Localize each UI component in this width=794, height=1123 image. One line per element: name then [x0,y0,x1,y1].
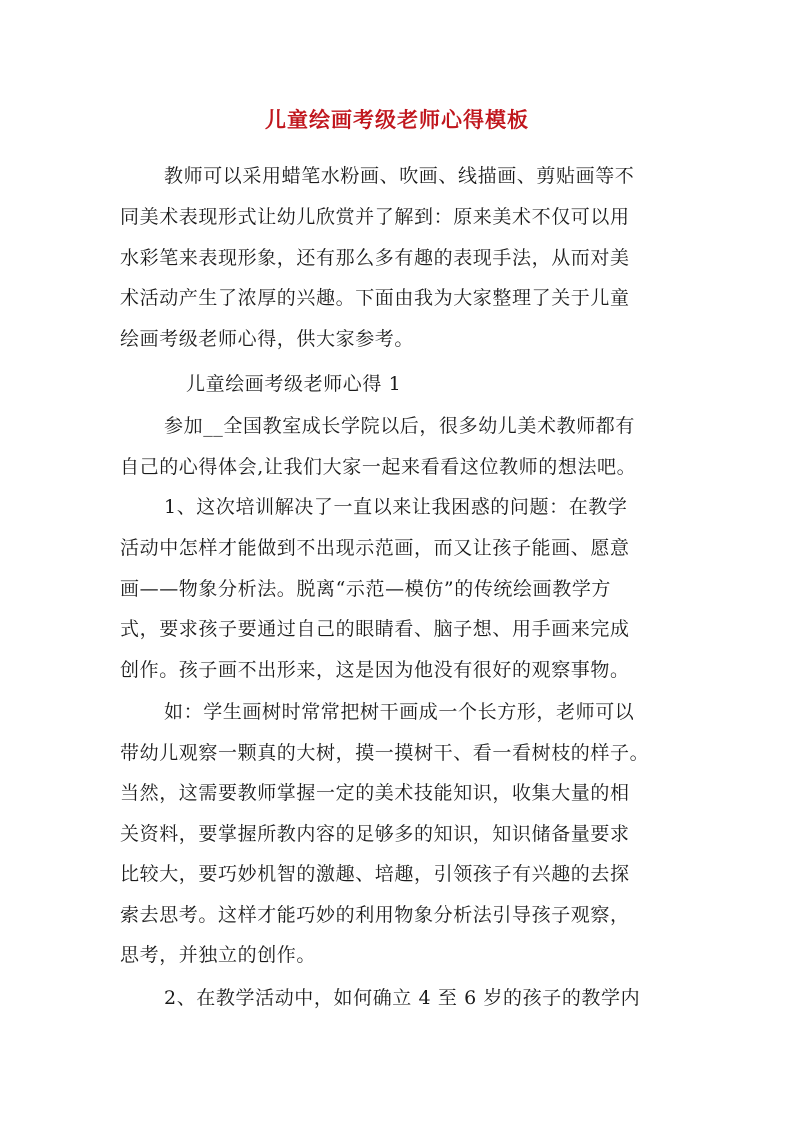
paragraph-line: 自己的心得体会,让我们大家一起来看看这位教师的想法吧。 [120,456,637,478]
paragraph-line: 如：学生画树时常常把树干画成一个长方形，老师可以 [164,701,635,723]
paragraph-line: 关资料，要掌握所教内容的足够多的知识，知识储备量要求 [120,823,630,845]
paragraph-line: 比较大，要巧妙机智的激趣、培趣，引领孩子有兴趣的去探 [120,863,630,885]
paragraph-line: 2、在教学活动中，如何确立 4 至 6 岁的孩子的教学内 [164,987,641,1009]
paragraph-line: 创作。孩子画不出形来，这是因为他没有很好的观察事物。 [120,659,630,681]
paragraph-line: 画——物象分析法。脱离“示范—模仿”的传统绘画教学方 [120,578,612,600]
paragraph-line: 教师可以采用蜡笔水粉画、吹画、线描画、剪贴画等不 [164,165,635,187]
paragraph-line: 术活动产生了浓厚的兴趣。下面由我为大家整理了关于儿童 [120,287,630,309]
paragraph-line: 带幼儿观察一颗真的大树，摸一摸树干、看一看树枝的样子。 [120,742,650,764]
paragraph-line: 同美术表现形式让幼儿欣赏并了解到：原来美术不仅可以用 [120,206,630,228]
paragraph-line: 思考，并独立的创作。 [120,944,317,966]
paragraph-line: 当然，这需要教师掌握一定的美术技能知识，收集大量的相 [120,782,630,804]
document-title: 儿童绘画考级老师心得模板 [265,107,529,132]
section-heading: 儿童绘画考级老师心得 1 [186,373,402,395]
paragraph-line: 索去思考。这样才能巧妙的利用物象分析法引导孩子观察， [120,904,630,926]
paragraph-line: 式，要求孩子要通过自己的眼睛看、脑子想、用手画来完成 [120,618,630,640]
paragraph-line: 1、这次培训解决了一直以来让我困惑的问题：在教学 [164,496,628,518]
paragraph-line: 活动中怎样才能做到不出现示范画，而又让孩子能画、愿意 [120,537,630,559]
paragraph-line: 参加__全国教室成长学院以后，很多幼儿美术教师都有 [164,415,636,437]
paragraph-line: 水彩笔来表现形象，还有那么多有趣的表现手法，从而对美 [120,247,630,269]
paragraph-line: 绘画考级老师心得，供大家参考。 [120,328,415,350]
